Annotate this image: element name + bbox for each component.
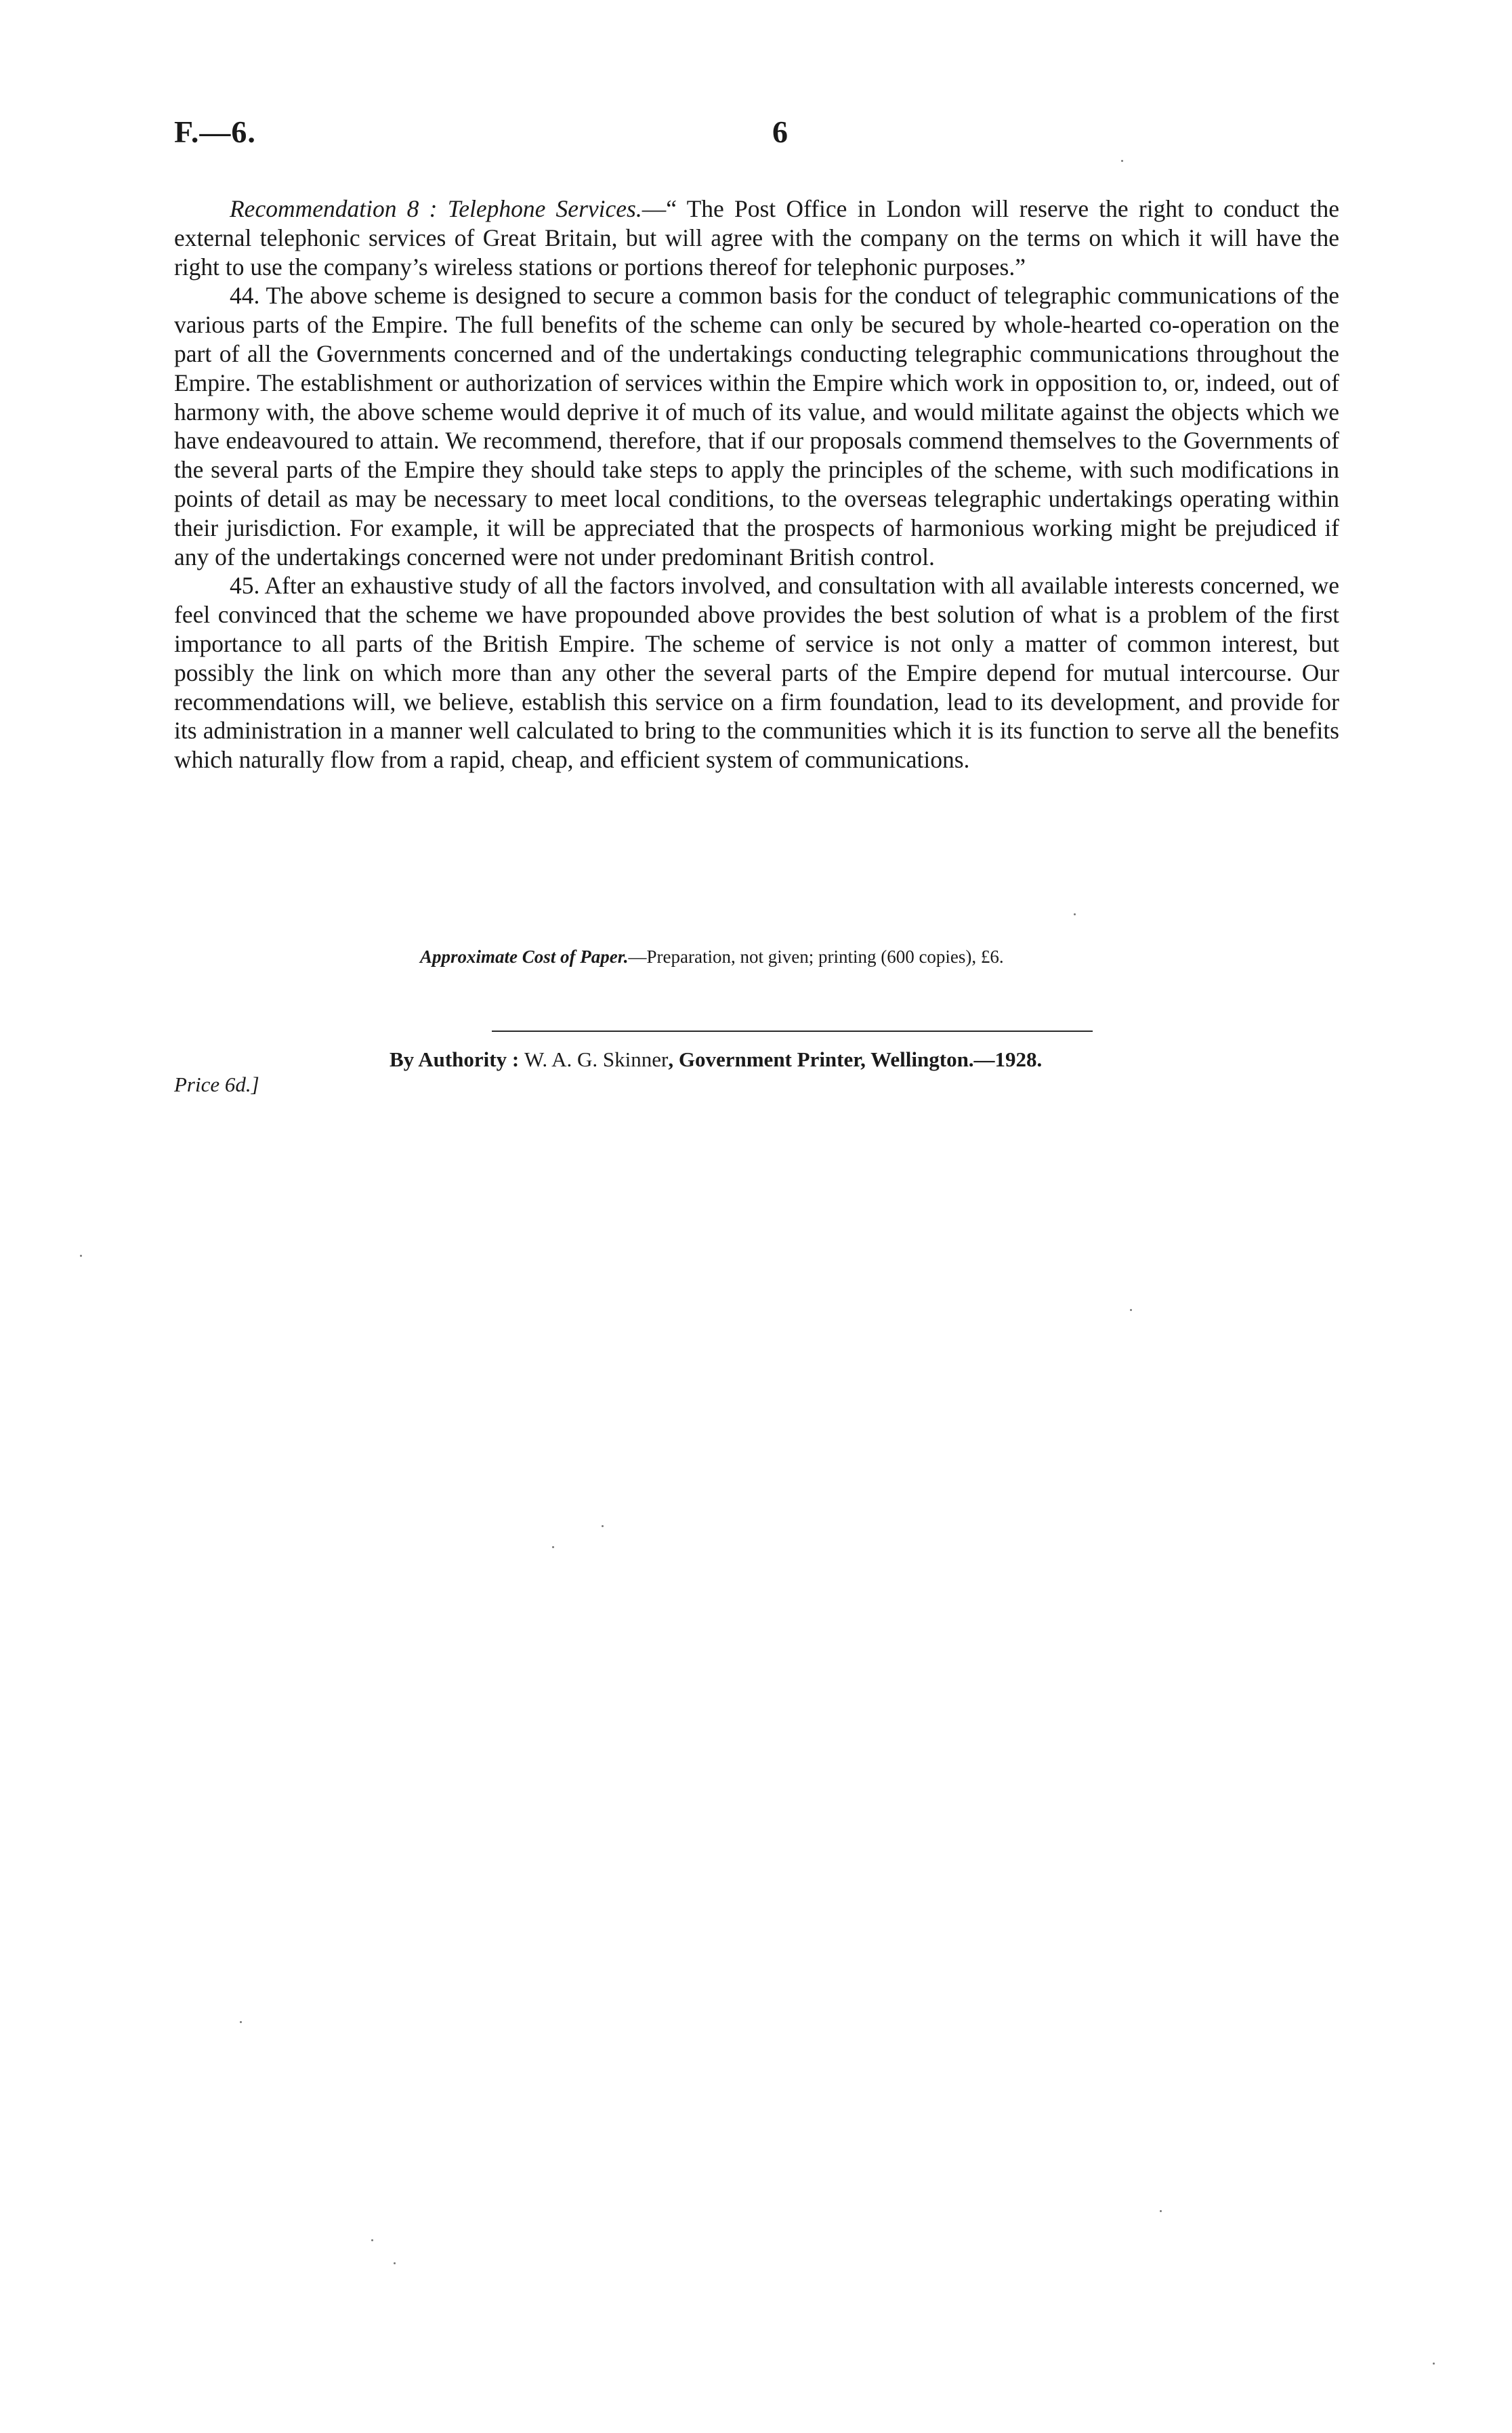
authority-rest: , Government Printer, Wellington.—1928. bbox=[668, 1047, 1043, 1071]
footer-divider bbox=[492, 1031, 1093, 1032]
scan-speck bbox=[1074, 913, 1076, 915]
scan-speck bbox=[371, 2239, 373, 2241]
recommendation-paragraph bbox=[174, 194, 1339, 281]
page-number: 6 bbox=[772, 115, 788, 149]
scan-speck bbox=[80, 1255, 82, 1257]
authority-label: By Authority : bbox=[390, 1047, 520, 1071]
scan-speck bbox=[552, 1546, 554, 1548]
paragraph-44: 44. The above scheme is designed to secure a common basis for the conduct of telegraphic communications of the various parts of the Empire. The full benefits of the scheme can only be secured by whole-hearted co-operation on the part of all the Governments concerned and of the undertakings conducting telegraphic communications throughout the Empire. The establishment or authorization of services within the Empire which work in opposition to, or, indeed, out of harmony with, the above scheme would deprive it of much of its value, and would militate against the objects which we have endeavoured to attain. We recommend, therefore, that if our proposals commend themselves to the Governments of the several parts of the Empire they should take steps to apply the principles of the scheme, with such modifications in points of detail as may be necessary to meet local conditions, to the overseas telegraphic undertakings operating within their jurisdiction. For example, it will be appreciated that the prospects of harmonious working might be prejudiced if any of the undertakings concerned were not under predominant British control. bbox=[174, 282, 1339, 570]
scan-speck bbox=[240, 2021, 242, 2023]
scan-speck bbox=[602, 1525, 604, 1527]
paragraph-45: 45. After an exhaustive study of all the factors involved, and consultation with all available interests concerned, we feel convinced that the scheme we have propounded above provides the best solution of what is a problem of the first importance to all parts of the British Empire. The scheme of service is not only a matter of common interest, but possibly the link on which more than any other the several parts of the Empire depend for mutual intercourse. Our recommendations will, we believe, establish this service on a firm foundation, lead to its development, and provide for its administration in a manner well calculated to bring to the communities which it is its function to serve all the benefits which naturally flow from a rapid, cheap, and efficient system of communications. bbox=[174, 572, 1339, 774]
scan-speck bbox=[1433, 2363, 1435, 2365]
cost-of-paper-note bbox=[420, 947, 1004, 968]
price-note: Price 6d.] bbox=[174, 1073, 259, 1096]
printer-name: W. A. G. Skinner bbox=[524, 1047, 669, 1071]
cost-label: Approximate Cost of Paper. bbox=[420, 947, 629, 967]
scan-speck bbox=[1130, 1309, 1132, 1311]
recommendation-label: Recommendation 8 : Telephone Services. bbox=[230, 195, 642, 222]
printer-authority-line bbox=[390, 1047, 1042, 1072]
scan-speck bbox=[1160, 2210, 1162, 2212]
recommendation-text: —“ The Post Office in London will reserve the right to conduct the external telephonic services of Great Britain, but will agree with the company on the terms on which it will have the right to use the company’s wireless stations or portions thereof for telephonic purposes.” bbox=[174, 195, 1339, 280]
cost-text: —Preparation, not given; printing (600 copies), £6. bbox=[628, 947, 1004, 967]
document-reference: F.—6. bbox=[174, 115, 256, 149]
body-text bbox=[174, 194, 1339, 774]
scan-speck bbox=[1121, 160, 1123, 162]
scan-speck bbox=[394, 2262, 396, 2264]
